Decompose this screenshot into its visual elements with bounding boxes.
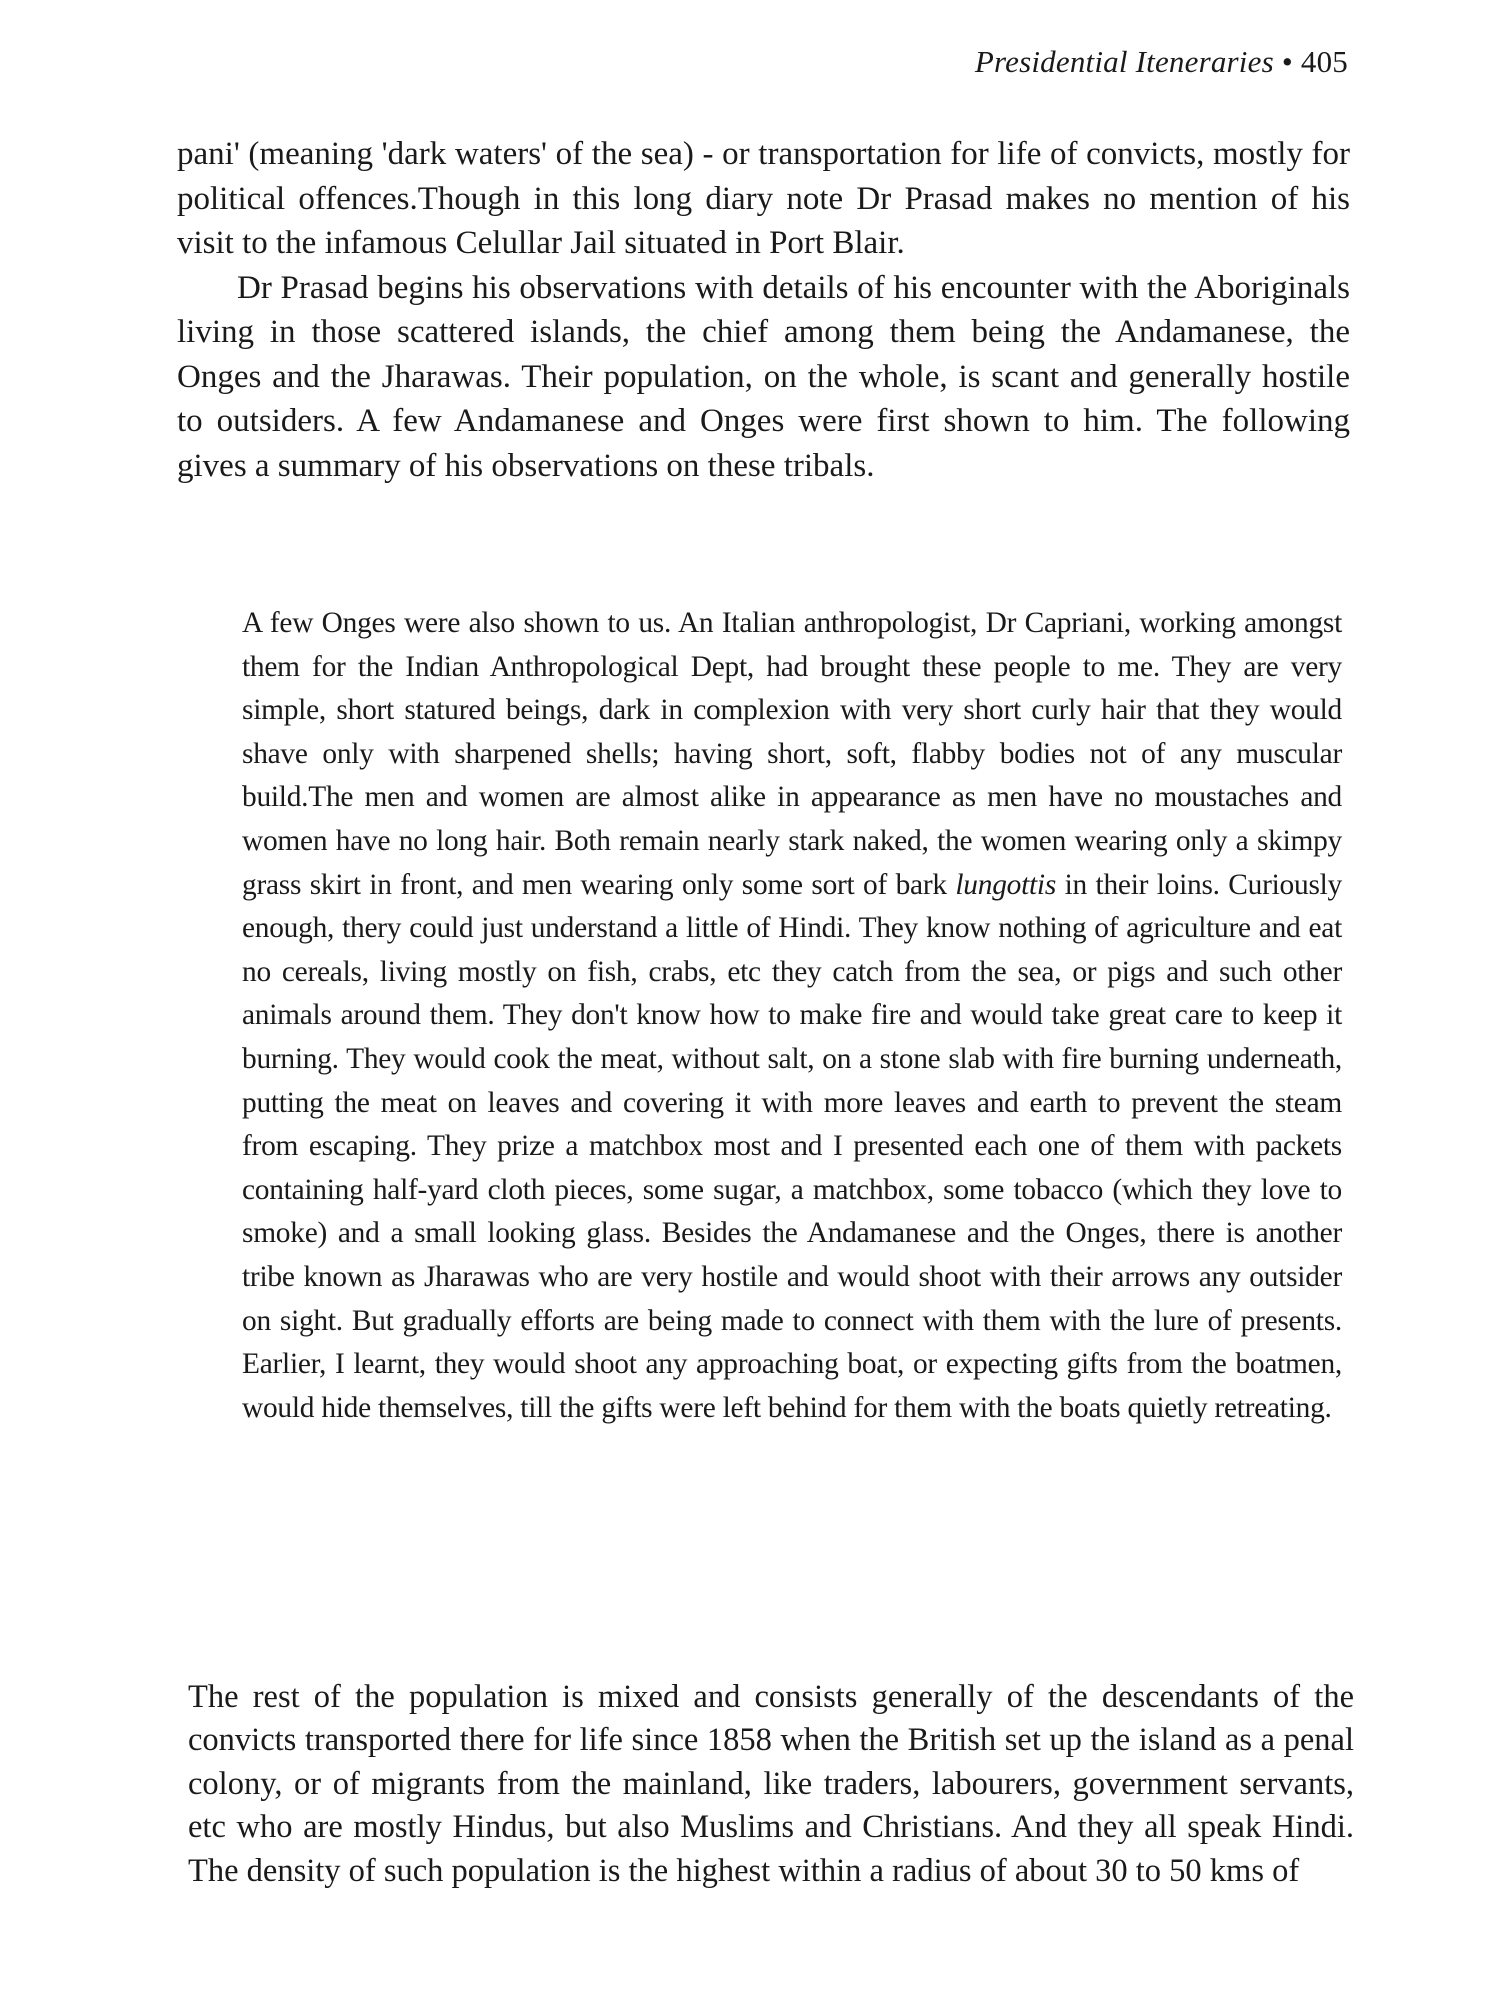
paragraph-observations-intro: Dr Prasad begins his observations with details of his encounter with the Aboriginals living in those scattered islands, the chief among them being the Andamanese, the Onges and the Jharawas. Their population, on the whole, is scant and generally hostile to outsiders. A few Andamanese and Onges were first shown to him. The following gives a summary of his observations on these tribals.	[177, 269, 1350, 484]
quote-italic-term: lungottis	[955, 868, 1057, 901]
page-number: 405	[1300, 44, 1348, 79]
header-separator: •	[1281, 44, 1293, 79]
running-header	[975, 44, 1348, 80]
block-quote-diary	[242, 602, 1342, 1430]
body-text	[177, 132, 1350, 488]
paragraph-continuation: pani' (meaning 'dark waters' of the sea) - or transportation for life of convicts, mostly for political offences.Though in this long diary note Dr Prasad makes no mention of his visit to the infamous Celullar Jail situated in Port Blair.	[177, 136, 1350, 261]
quote-text-part2: in their loins. Curiously enough, thery could just understand a little of Hindi. They know nothing of agriculture and eat no cereals, living mostly on fish, crabs, etc they catch from the sea, or pigs and such other animals around them. They don't know how to make fire and would take great care to keep it burning. They would cook the meat, without salt, on a stone slab with fire burning underneath, putting the meat on leaves and covering it with more leaves and earth to prevent the steam from escaping. They prize a matchbox most and I presented each one of them with packets containing half-yard cloth pieces, some sugar, a matchbox, some tobacco (which they love to smoke) and a small looking glass. Besides the Andamanese and the Onges, there is another tribe known as Jharawas who are very hostile and would shoot with their arrows any outsider on sight. But gradually efforts are being made to connect with them with the lure of presents. Earlier, I learnt, they would shoot any approaching boat, or expecting gifts from the boatmen, would hide themselves, till the gifts were left behind for them with the boats quietly retreating.	[242, 868, 1342, 1424]
running-title: Presidential Iteneraries	[974, 44, 1274, 79]
quote-text-part1: A few Onges were also shown to us. An Italian anthropologist, Dr Capriani, working amongst them for the Indian Anthropological Dept, had brought these people to me. They are very simple, short statured beings, dark in complexion with very short curly hair that they would shave only with sharpened shells; having short, soft, flabby bodies not of any muscular build.The men and women are almost alike in appearance as men have no moustaches and women have no long hair. Both remain nearly stark naked, the women wearing only a skimpy grass skirt in front, and men wearing only some sort of bark	[242, 607, 1342, 901]
paragraph-population: The rest of the population is mixed and consists generally of the descendants of the convicts transported there for life since 1858 when the British set up the island as a penal colony, or of migrants from the mainland, like traders, labourers, government servants, etc who are mostly Hindus, but also Muslims and Christians. And they all speak Hindi. The density of such population is the highest within a radius of about 30 to 50 kms of	[188, 1679, 1354, 1889]
